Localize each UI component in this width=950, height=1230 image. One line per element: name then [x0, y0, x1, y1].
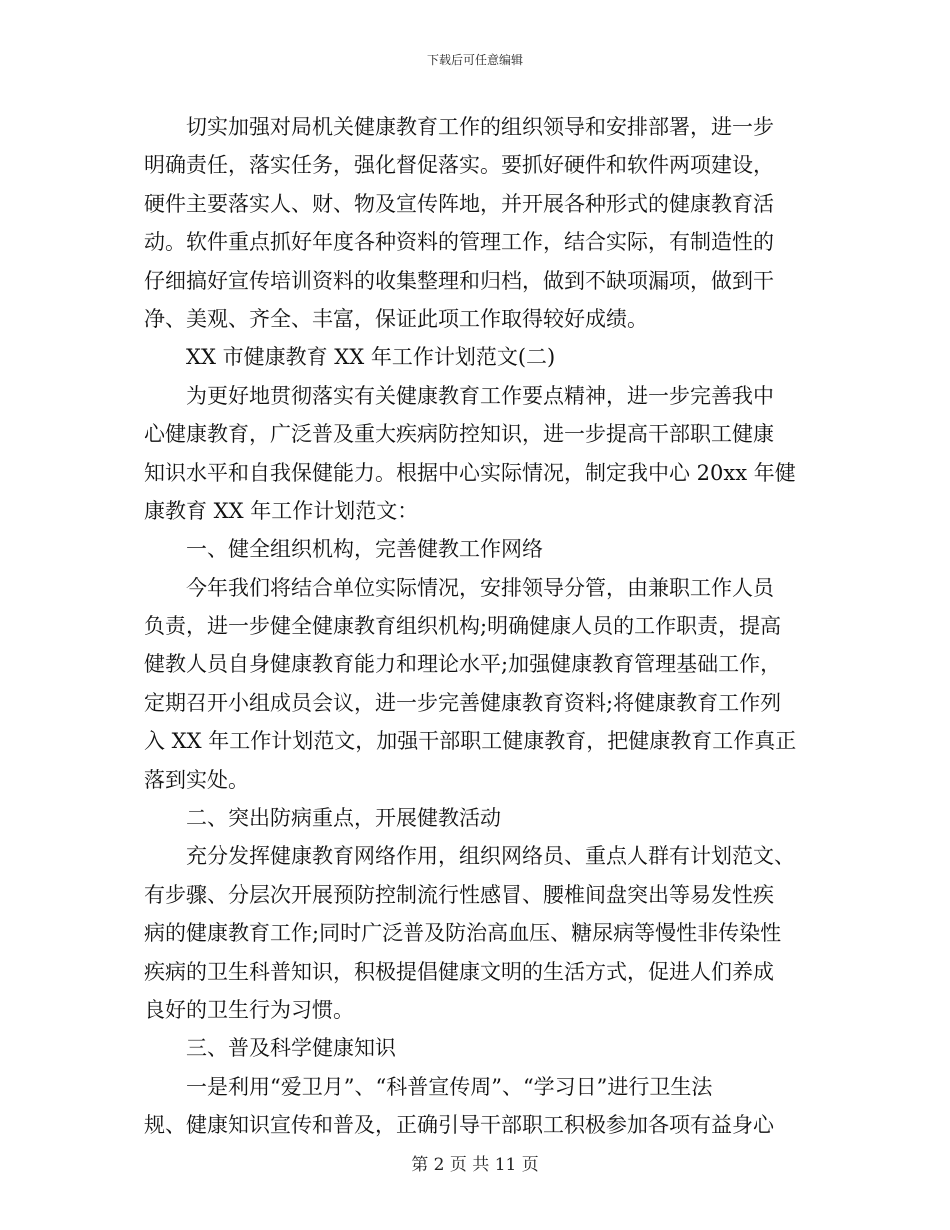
text-line: 三、普及科学健康知识 — [186, 1036, 396, 1061]
text-line: 为更好地贯彻落实有关健康教育工作要点精神，进一步完善我中 — [186, 383, 774, 408]
text-line: 康教育 XX 年工作计划范文： — [144, 498, 419, 523]
text-line: 疾病的卫生科普知识，积极提倡健康文明的生活方式，促进人们养成 — [144, 959, 774, 984]
text-line: 负责，进一步健全健康教育组织机构;明确健康人员的工作职责，提高 — [144, 614, 782, 639]
text-line: 规、健康知识宣传和普及，正确引导干部职工积极参加各项有益身心 — [144, 1113, 774, 1138]
text-line: 入 XX 年工作计划范文，加强干部职工健康教育，把健康教育工作真正 — [144, 729, 797, 754]
text-line: 充分发挥健康教育网络作用，组织网络员、重点人群有计划范文、 — [186, 844, 795, 869]
text-line: 知识水平和自我保健能力。根据中心实际情况，制定我中心 20xx 年健 — [144, 460, 796, 485]
text-line: 硬件主要落实人、财、物及宣传阵地，并开展各种形式的健康教育活 — [144, 191, 774, 216]
text-line: 病的健康教育工作;同时广泛普及防治高血压、糖尿病等慢性非传染性 — [144, 921, 782, 946]
text-line: 良好的卫生行为习惯。 — [144, 997, 354, 1022]
document-body — [144, 108, 812, 1145]
text-line: 有步骤、分层次开展预防控制流行性感冒、腰椎间盘突出等易发性疾 — [144, 882, 774, 907]
page-footer: 第 2 页 共 11 页 — [411, 1155, 539, 1175]
text-line: 动。软件重点抓好年度各种资料的管理工作，结合实际，有制造性的 — [144, 230, 774, 255]
text-line: 落到实处。 — [144, 767, 249, 792]
text-line: 仔细搞好宣传培训资料的收集整理和归档，做到不缺项漏项，做到干 — [144, 268, 774, 293]
text-line: 切实加强对局机关健康教育工作的组织领导和安排部署，进一步 — [186, 115, 774, 139]
text-line: 明确责任，落实任务，强化督促落实。要抓好硬件和软件两项建设， — [144, 153, 774, 178]
text-line: 一、健全组织机构，完善健教工作网络 — [186, 537, 543, 562]
text-line: 今年我们将结合单位实际情况，安排领导分管，由兼职工作人员 — [186, 575, 774, 600]
text-line: 一是利用“爱卫月”、“科普宣传周”、“学习日”进行卫生法 — [186, 1074, 713, 1099]
text-line: 健教人员自身健康教育能力和理论水平;加强健康教育管理基础工作， — [144, 652, 782, 677]
text-line: 定期召开小组成员会议，进一步完善健康教育资料;将健康教育工作列 — [144, 690, 782, 715]
text-line: 净、美观、齐全、丰富，保证此项工作取得较好成绩。 — [144, 306, 648, 331]
text-line: 二、突出防病重点，开展健教活动 — [186, 806, 501, 831]
text-line: XX 市健康教育 XX 年工作计划范文(二) — [186, 345, 556, 370]
header-note: 下载后可任意编辑 — [426, 53, 523, 67]
text-line: 心健康教育，广泛普及重大疾病防控知识，进一步提高干部职工健康 — [144, 422, 774, 447]
